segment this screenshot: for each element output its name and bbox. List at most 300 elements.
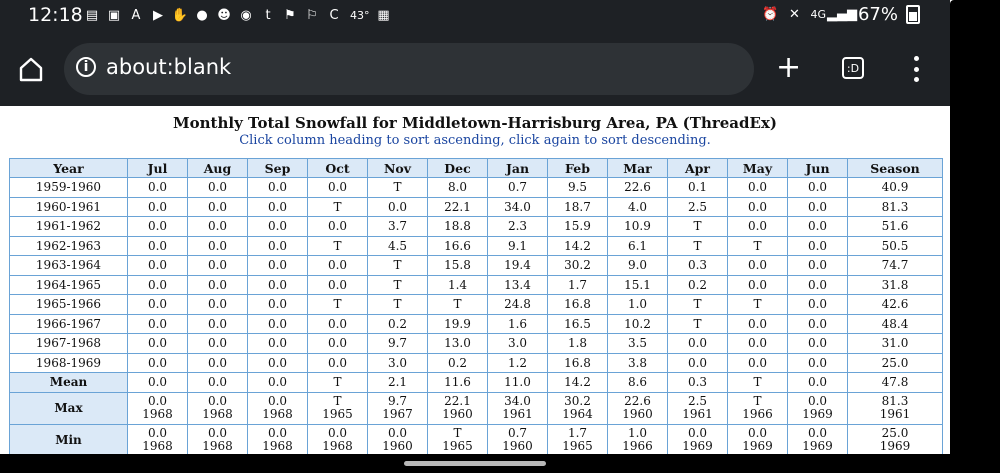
table-cell: 1.2 <box>488 353 548 373</box>
network-type: 4G <box>810 8 826 21</box>
table-cell: T <box>728 236 788 256</box>
table-cell: 0.0 <box>188 314 248 334</box>
table-cell: 4.5 <box>368 236 428 256</box>
table-cell: 0.7 <box>488 178 548 198</box>
table-cell: 0.0 <box>788 353 848 373</box>
table-cell: 0.0 <box>128 334 188 354</box>
table-cell: T <box>668 217 728 237</box>
podcast-icon: ◉ <box>240 7 252 23</box>
min-value: 0.0 <box>267 426 288 440</box>
table-cell: 3.5 <box>608 334 668 354</box>
min-value: 0.7 <box>507 426 528 440</box>
column-header-season[interactable]: Season <box>848 159 943 178</box>
table-cell: 0.0 <box>128 314 188 334</box>
table-cell: 0.3 <box>668 256 728 276</box>
table-cell: 1.8 <box>548 334 608 354</box>
status-time: 12:18 <box>28 4 83 26</box>
min-value: 0.0 <box>147 426 168 440</box>
min-cell <box>668 424 728 454</box>
column-header-nov[interactable]: Nov <box>368 159 428 178</box>
table-cell: 0.0 <box>788 217 848 237</box>
max-cell <box>488 392 548 424</box>
table-cell: 0.0 <box>728 256 788 276</box>
table-cell: 0.0 <box>728 314 788 334</box>
table-cell: 51.6 <box>848 217 943 237</box>
table-cell: 0.0 <box>128 217 188 237</box>
column-header-year[interactable]: Year <box>10 159 128 178</box>
mean-cell: 11.6 <box>428 373 488 393</box>
table-cell: 0.0 <box>248 236 308 256</box>
table-cell: 18.7 <box>548 197 608 217</box>
table-cell: T <box>368 295 428 315</box>
table-cell: T <box>668 236 728 256</box>
table-cell: 1.0 <box>608 295 668 315</box>
max-value: 81.3 <box>881 394 909 408</box>
mean-cell: 8.6 <box>608 373 668 393</box>
status-bar <box>0 0 950 36</box>
table-row <box>10 353 943 373</box>
table-cell: 0.1 <box>668 178 728 198</box>
table-cell: 0.0 <box>128 197 188 217</box>
table-cell: 2.5 <box>668 197 728 217</box>
max-value: 30.2 <box>564 394 591 408</box>
url-text[interactable]: about:blank <box>106 55 232 79</box>
mean-cell: T <box>728 373 788 393</box>
min-cell <box>128 424 188 454</box>
table-cell: 0.0 <box>308 275 368 295</box>
table-cell: 1.4 <box>428 275 488 295</box>
max-cell <box>848 392 943 424</box>
max-row <box>10 392 943 424</box>
table-cell: 0.0 <box>188 353 248 373</box>
min-cell <box>368 424 428 454</box>
home-gesture-bar[interactable] <box>404 461 546 466</box>
table-cell: 0.0 <box>788 275 848 295</box>
table-cell: 6.1 <box>608 236 668 256</box>
table-row <box>10 295 943 315</box>
snowfall-table <box>9 158 943 454</box>
table-row <box>10 334 943 354</box>
table-cell: 14.2 <box>548 236 608 256</box>
table-cell: 18.8 <box>428 217 488 237</box>
max-value: 0.0 <box>207 394 228 408</box>
table-cell: 42.6 <box>848 295 943 315</box>
mean-cell: 0.0 <box>788 373 848 393</box>
table-cell: 2.3 <box>488 217 548 237</box>
system-status <box>762 4 920 25</box>
table-cell: 25.0 <box>848 353 943 373</box>
table-cell: T <box>308 197 368 217</box>
weather-temperature: 43° <box>350 8 370 22</box>
max-cell <box>248 392 308 424</box>
min-value: 0.0 <box>207 426 228 440</box>
column-header-apr[interactable]: Apr <box>668 159 728 178</box>
season-year-cell: 1965-1966 <box>10 295 128 315</box>
header-row <box>10 159 943 178</box>
battery-percent: 67% <box>857 4 898 25</box>
table-cell: 22.6 <box>608 178 668 198</box>
table-cell: 0.0 <box>248 178 308 198</box>
table-cell: 0.0 <box>128 178 188 198</box>
max-cell <box>368 392 428 424</box>
table-row <box>10 178 943 198</box>
max-cell <box>608 392 668 424</box>
table-cell: 0.0 <box>308 334 368 354</box>
column-header-mar[interactable]: Mar <box>608 159 668 178</box>
table-cell: T <box>368 178 428 198</box>
min-cell <box>608 424 668 454</box>
table-cell: 13.4 <box>488 275 548 295</box>
home-icon[interactable] <box>18 56 44 82</box>
min-cell <box>188 424 248 454</box>
min-year: 1965 <box>442 439 473 453</box>
max-year: 1961 <box>682 407 713 421</box>
notification-icons <box>84 7 392 23</box>
table-cell: 3.0 <box>368 353 428 373</box>
table-cell: 15.8 <box>428 256 488 276</box>
table-cell: 50.5 <box>848 236 943 256</box>
column-header-dec[interactable]: Dec <box>428 159 488 178</box>
min-value: T <box>453 426 462 440</box>
table-cell: 0.0 <box>728 178 788 198</box>
max-value: 22.6 <box>624 394 651 408</box>
tab-switcher-button[interactable]: :D <box>842 57 864 79</box>
tumblr-icon: t <box>265 7 271 23</box>
browser-chrome <box>0 0 950 106</box>
mean-cell: 47.8 <box>848 373 943 393</box>
table-cell: 0.0 <box>788 197 848 217</box>
min-year: 1969 <box>742 439 773 453</box>
max-cell <box>548 392 608 424</box>
table-cell: 0.0 <box>308 353 368 373</box>
overflow-menu-icon[interactable] <box>912 56 920 82</box>
mean-cell: 0.0 <box>188 373 248 393</box>
table-cell: 0.0 <box>788 178 848 198</box>
season-year-cell: 1968-1969 <box>10 353 128 373</box>
table-cell: 9.1 <box>488 236 548 256</box>
table-cell: 0.0 <box>248 256 308 276</box>
table-cell: 16.5 <box>548 314 608 334</box>
battery-icon <box>906 5 920 24</box>
table-cell: 48.4 <box>848 314 943 334</box>
table-cell: 3.8 <box>608 353 668 373</box>
new-tab-button[interactable]: + <box>776 50 802 85</box>
season-year-cell: 1964-1965 <box>10 275 128 295</box>
table-cell: 24.8 <box>488 295 548 315</box>
table-cell: 0.0 <box>188 178 248 198</box>
table-cell: 0.0 <box>728 275 788 295</box>
min-year: 1960 <box>502 439 533 453</box>
max-cell <box>428 392 488 424</box>
table-cell: 8.0 <box>428 178 488 198</box>
robot-icon: ☻ <box>217 7 231 23</box>
column-header-oct[interactable]: Oct <box>308 159 368 178</box>
table-cell: 0.0 <box>188 236 248 256</box>
table-cell: 15.9 <box>548 217 608 237</box>
min-value: 0.0 <box>327 426 348 440</box>
table-cell: T <box>728 295 788 315</box>
min-value: 0.0 <box>687 426 708 440</box>
min-label: Min <box>10 424 128 454</box>
column-header-feb[interactable]: Feb <box>548 159 608 178</box>
table-cell: 0.0 <box>248 217 308 237</box>
table-cell: 0.0 <box>128 256 188 276</box>
table-cell: 0.0 <box>788 314 848 334</box>
table-cell: 4.0 <box>608 197 668 217</box>
max-year: 1968 <box>262 407 293 421</box>
table-cell: 0.0 <box>128 236 188 256</box>
newspaper-icon: ▣ <box>107 7 121 23</box>
table-cell: 34.0 <box>488 197 548 217</box>
mean-cell: 0.0 <box>128 373 188 393</box>
table-cell: 19.9 <box>428 314 488 334</box>
season-year-cell: 1960-1961 <box>10 197 128 217</box>
max-year: 1967 <box>382 407 413 421</box>
table-cell: 0.0 <box>788 256 848 276</box>
max-year: 1965 <box>322 407 353 421</box>
table-cell: 0.0 <box>188 334 248 354</box>
gesture-icon: ✋ <box>171 7 189 23</box>
table-cell: 0.0 <box>248 295 308 315</box>
table-cell: 1.7 <box>548 275 608 295</box>
table-cell: 0.0 <box>188 217 248 237</box>
min-cell <box>308 424 368 454</box>
table-cell: 0.0 <box>248 314 308 334</box>
column-header-jul[interactable]: Jul <box>128 159 188 178</box>
max-cell <box>188 392 248 424</box>
table-cell: 0.0 <box>248 275 308 295</box>
table-cell: T <box>428 295 488 315</box>
max-value: T <box>333 394 342 408</box>
table-row <box>10 236 943 256</box>
page-title: Monthly Total Snowfall for Middletown-Harrisburg Area, PA (ThreadEx) <box>173 114 777 132</box>
mean-cell: 0.3 <box>668 373 728 393</box>
table-cell: 0.0 <box>728 197 788 217</box>
mute-icon: ✕ <box>789 7 800 22</box>
table-cell: 0.0 <box>128 353 188 373</box>
min-value: 1.0 <box>627 426 648 440</box>
max-value: 0.0 <box>807 394 828 408</box>
table-cell: 74.7 <box>848 256 943 276</box>
table-cell: 81.3 <box>848 197 943 217</box>
signal-icon: ▂▄▆ <box>826 7 857 22</box>
table-cell: 16.8 <box>548 353 608 373</box>
table-cell: 0.2 <box>668 275 728 295</box>
min-cell <box>248 424 308 454</box>
min-year: 1966 <box>622 439 653 453</box>
table-cell: 0.0 <box>668 353 728 373</box>
table-cell: 0.0 <box>668 334 728 354</box>
device-bezel <box>950 0 1000 473</box>
table-cell: 40.9 <box>848 178 943 198</box>
max-year: 1968 <box>142 407 173 421</box>
column-header-sep[interactable]: Sep <box>248 159 308 178</box>
table-cell: 0.0 <box>248 197 308 217</box>
min-year: 1960 <box>382 439 413 453</box>
table-cell: 0.0 <box>188 256 248 276</box>
mean-cell: T <box>308 373 368 393</box>
mean-cell: 14.2 <box>548 373 608 393</box>
page-subtitle: Click column heading to sort ascending, click again to sort descending. <box>239 133 711 148</box>
web-page <box>0 106 950 454</box>
max-year: 1961 <box>879 407 911 421</box>
table-row <box>10 256 943 276</box>
calendar-icon: ▦ <box>377 7 390 23</box>
min-year: 1968 <box>202 439 233 453</box>
min-cell <box>488 424 548 454</box>
season-year-cell: 1961-1962 <box>10 217 128 237</box>
table-cell: 10.9 <box>608 217 668 237</box>
table-row <box>10 217 943 237</box>
min-row <box>10 424 943 454</box>
table-cell: 0.0 <box>128 275 188 295</box>
min-year: 1965 <box>562 439 593 453</box>
table-cell: 0.0 <box>188 295 248 315</box>
table-cell: 9.5 <box>548 178 608 198</box>
table-cell: 0.0 <box>728 217 788 237</box>
table-cell: T <box>368 275 428 295</box>
youtube-icon: ▶ <box>153 7 163 23</box>
column-header-jun[interactable]: Jun <box>788 159 848 178</box>
table-cell: 0.0 <box>788 295 848 315</box>
table-cell: T <box>668 314 728 334</box>
table-row <box>10 197 943 217</box>
min-cell <box>848 424 943 454</box>
min-value: 1.7 <box>567 426 588 440</box>
column-header-jan[interactable]: Jan <box>488 159 548 178</box>
max-year: 1961 <box>502 407 533 421</box>
mean-cell: 11.0 <box>488 373 548 393</box>
min-cell <box>428 424 488 454</box>
min-value: 25.0 <box>881 426 909 440</box>
min-cell <box>788 424 848 454</box>
min-value: 0.0 <box>807 426 828 440</box>
info-icon[interactable]: i <box>76 57 96 77</box>
min-year: 1969 <box>802 439 833 453</box>
table-cell: 19.4 <box>488 256 548 276</box>
max-cell <box>308 392 368 424</box>
table-cell: T <box>308 295 368 315</box>
table-cell: 0.0 <box>308 178 368 198</box>
table-cell: 0.0 <box>788 334 848 354</box>
min-value: 0.0 <box>747 426 768 440</box>
address-bar[interactable] <box>64 43 754 95</box>
max-value: 22.1 <box>444 394 471 408</box>
table-cell: 13.0 <box>428 334 488 354</box>
season-year-cell: 1966-1967 <box>10 314 128 334</box>
max-year: 1960 <box>622 407 653 421</box>
table-cell: 0.0 <box>248 353 308 373</box>
max-cell <box>788 392 848 424</box>
table-cell: 15.1 <box>608 275 668 295</box>
table-cell: 0.0 <box>188 197 248 217</box>
table-row <box>10 314 943 334</box>
table-cell: 0.0 <box>368 197 428 217</box>
max-value: 34.0 <box>504 394 531 408</box>
column-header-may[interactable]: May <box>728 159 788 178</box>
table-cell: T <box>368 256 428 276</box>
table-cell: 31.8 <box>848 275 943 295</box>
mean-row <box>10 373 943 393</box>
table-cell: 0.0 <box>128 295 188 315</box>
table-cell: 0.2 <box>368 314 428 334</box>
season-year-cell: 1962-1963 <box>10 236 128 256</box>
table-cell: 9.7 <box>368 334 428 354</box>
table-cell: 0.0 <box>308 256 368 276</box>
min-cell <box>548 424 608 454</box>
table-cell: 16.6 <box>428 236 488 256</box>
min-year: 1969 <box>682 439 713 453</box>
font-icon: A <box>131 7 141 23</box>
table-cell: 3.7 <box>368 217 428 237</box>
table-cell: 0.0 <box>788 236 848 256</box>
max-value: 9.7 <box>387 394 408 408</box>
table-cell: 0.0 <box>248 334 308 354</box>
table-row <box>10 275 943 295</box>
alarm-icon: ⏰ <box>762 7 779 22</box>
min-year: 1969 <box>879 439 911 453</box>
table-cell: T <box>308 236 368 256</box>
min-year: 1968 <box>142 439 173 453</box>
max-year: 1960 <box>442 407 473 421</box>
season-year-cell: 1959-1960 <box>10 178 128 198</box>
mean-label: Mean <box>10 373 128 393</box>
table-cell: 0.0 <box>728 353 788 373</box>
news-icon: ▤ <box>85 7 99 23</box>
table-cell: 0.0 <box>308 314 368 334</box>
min-cell <box>728 424 788 454</box>
reddit-icon: ● <box>196 7 208 23</box>
table-cell: 0.2 <box>428 353 488 373</box>
table-cell: 0.0 <box>308 217 368 237</box>
max-cell <box>128 392 188 424</box>
table-cell: 1.6 <box>488 314 548 334</box>
mean-cell: 0.0 <box>248 373 308 393</box>
table-cell: 30.2 <box>548 256 608 276</box>
flag-icon: ⚐ <box>306 7 318 23</box>
table-cell: 9.0 <box>608 256 668 276</box>
table-cell: 3.0 <box>488 334 548 354</box>
max-year: 1966 <box>742 407 773 421</box>
max-year: 1964 <box>562 407 593 421</box>
max-label: Max <box>10 392 128 424</box>
max-value: 2.5 <box>687 394 708 408</box>
max-value: 0.0 <box>147 394 168 408</box>
min-year: 1968 <box>322 439 353 453</box>
table-cell: T <box>668 295 728 315</box>
bookmark-icon: ⚑ <box>284 7 296 23</box>
max-year: 1968 <box>202 407 233 421</box>
max-year: 1969 <box>802 407 833 421</box>
mean-cell: 2.1 <box>368 373 428 393</box>
table-cell: 0.0 <box>728 334 788 354</box>
max-value: T <box>753 394 762 408</box>
table-cell: 31.0 <box>848 334 943 354</box>
season-year-cell: 1963-1964 <box>10 256 128 276</box>
table-cell: 10.2 <box>608 314 668 334</box>
max-value: 0.0 <box>267 394 288 408</box>
min-year: 1968 <box>262 439 293 453</box>
season-year-cell: 1967-1968 <box>10 334 128 354</box>
table-cell: 22.1 <box>428 197 488 217</box>
min-value: 0.0 <box>387 426 408 440</box>
table-cell: 0.0 <box>188 275 248 295</box>
column-header-aug[interactable]: Aug <box>188 159 248 178</box>
c-app-icon: C <box>329 7 339 23</box>
max-cell <box>668 392 728 424</box>
table-cell: 16.8 <box>548 295 608 315</box>
max-cell <box>728 392 788 424</box>
